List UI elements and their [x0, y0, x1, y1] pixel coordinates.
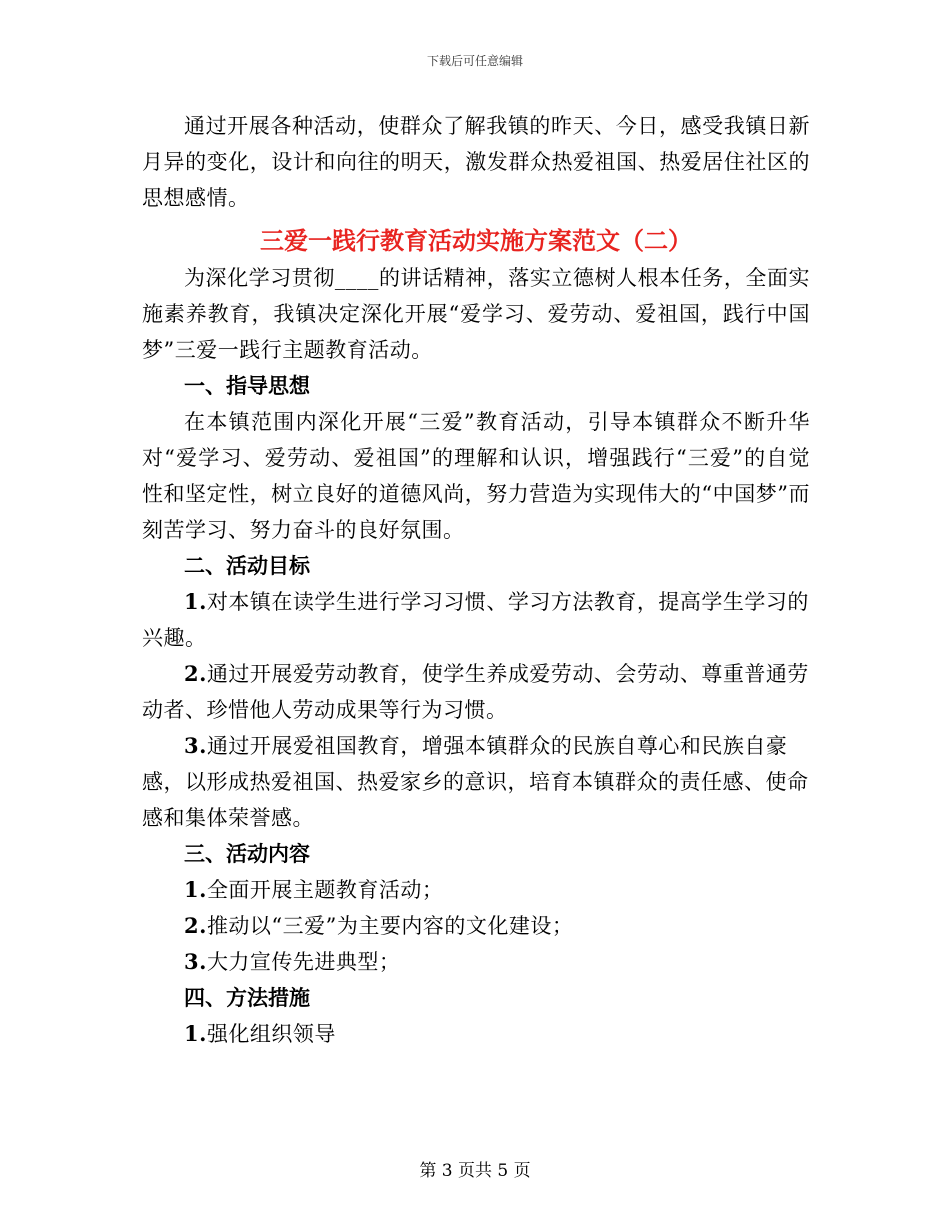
content-item-number: 3.	[184, 949, 207, 974]
document-body	[142, 108, 810, 1052]
goal-item-text: 通过开展爱祖国教育，增强本镇群众的民族自尊心和民族自豪感，以形成热爱祖国、热爱家乡的意识，培育本镇群众的责任感、使命感和集体荣誉感。	[142, 734, 809, 830]
content-item-text: 大力宣传先进典型；	[206, 950, 401, 974]
content-item	[142, 908, 810, 944]
measure-item-text: 强化组织领导	[206, 1022, 336, 1046]
document-title: 三爱一践行教育活动实施方案范文（二）	[260, 227, 692, 255]
section-text-guiding-thought: 在本镇范围内深化开展“三爱”教育活动，引导本镇群众不断升华对“爱学习、爱劳动、爱祖国”的理解和认识，增强践行“三爱”的自觉性和坚定性，树立良好的道德风尚，努力营造为实现伟大的“中国梦”而刻苦学习、努力奋斗的良好氛围。	[142, 410, 810, 542]
section-heading-measures: 四、方法措施	[184, 986, 310, 1010]
content-item-number: 1.	[184, 877, 207, 902]
intro-paragraph: 通过开展各种活动，使群众了解我镇的昨天、今日，感受我镇日新月异的变化，设计和向往的明天，激发群众热爱祖国、热爱居住社区的思想感情。	[142, 114, 810, 210]
goal-item	[142, 728, 810, 836]
content-item-number: 2.	[184, 913, 207, 938]
goal-item	[142, 584, 810, 656]
section-heading-guiding-thought: 一、指导思想	[184, 374, 310, 398]
content-item-text: 全面开展主题教育活动；	[206, 878, 444, 902]
goal-item-number: 1.	[184, 589, 207, 614]
section-heading-content: 三、活动内容	[184, 842, 310, 866]
goal-item-text: 对本镇在读学生进行学习习惯、学习方法教育，提高学生学习的兴趣。	[142, 590, 809, 650]
content-item-text: 推动以“三爱”为主要内容的文化建设；	[206, 914, 574, 938]
section-heading-goals: 二、活动目标	[184, 554, 310, 578]
goal-item-number: 2.	[184, 661, 207, 686]
measure-item-number: 1.	[184, 1021, 207, 1046]
page-number-footer: 第 3 页共 5 页	[419, 1161, 531, 1181]
page-header-note: 下载后可任意编辑	[426, 54, 523, 68]
content-item	[142, 944, 810, 980]
content-item	[142, 872, 810, 908]
goal-item-text: 通过开展爱劳动教育，使学生养成爱劳动、会劳动、尊重普通劳动者、珍惜他人劳动成果等行为习惯。	[142, 662, 809, 722]
goal-item	[142, 656, 810, 728]
lead-paragraph: 为深化学习贯彻____的讲话精神，落实立德树人根本任务，全面实施素养教育，我镇决定深化开展“爱学习、爱劳动、爱祖国，践行中国梦”三爱一践行主题教育活动。	[142, 266, 810, 362]
measure-item	[142, 1016, 810, 1052]
goal-item-number: 3.	[184, 733, 207, 758]
